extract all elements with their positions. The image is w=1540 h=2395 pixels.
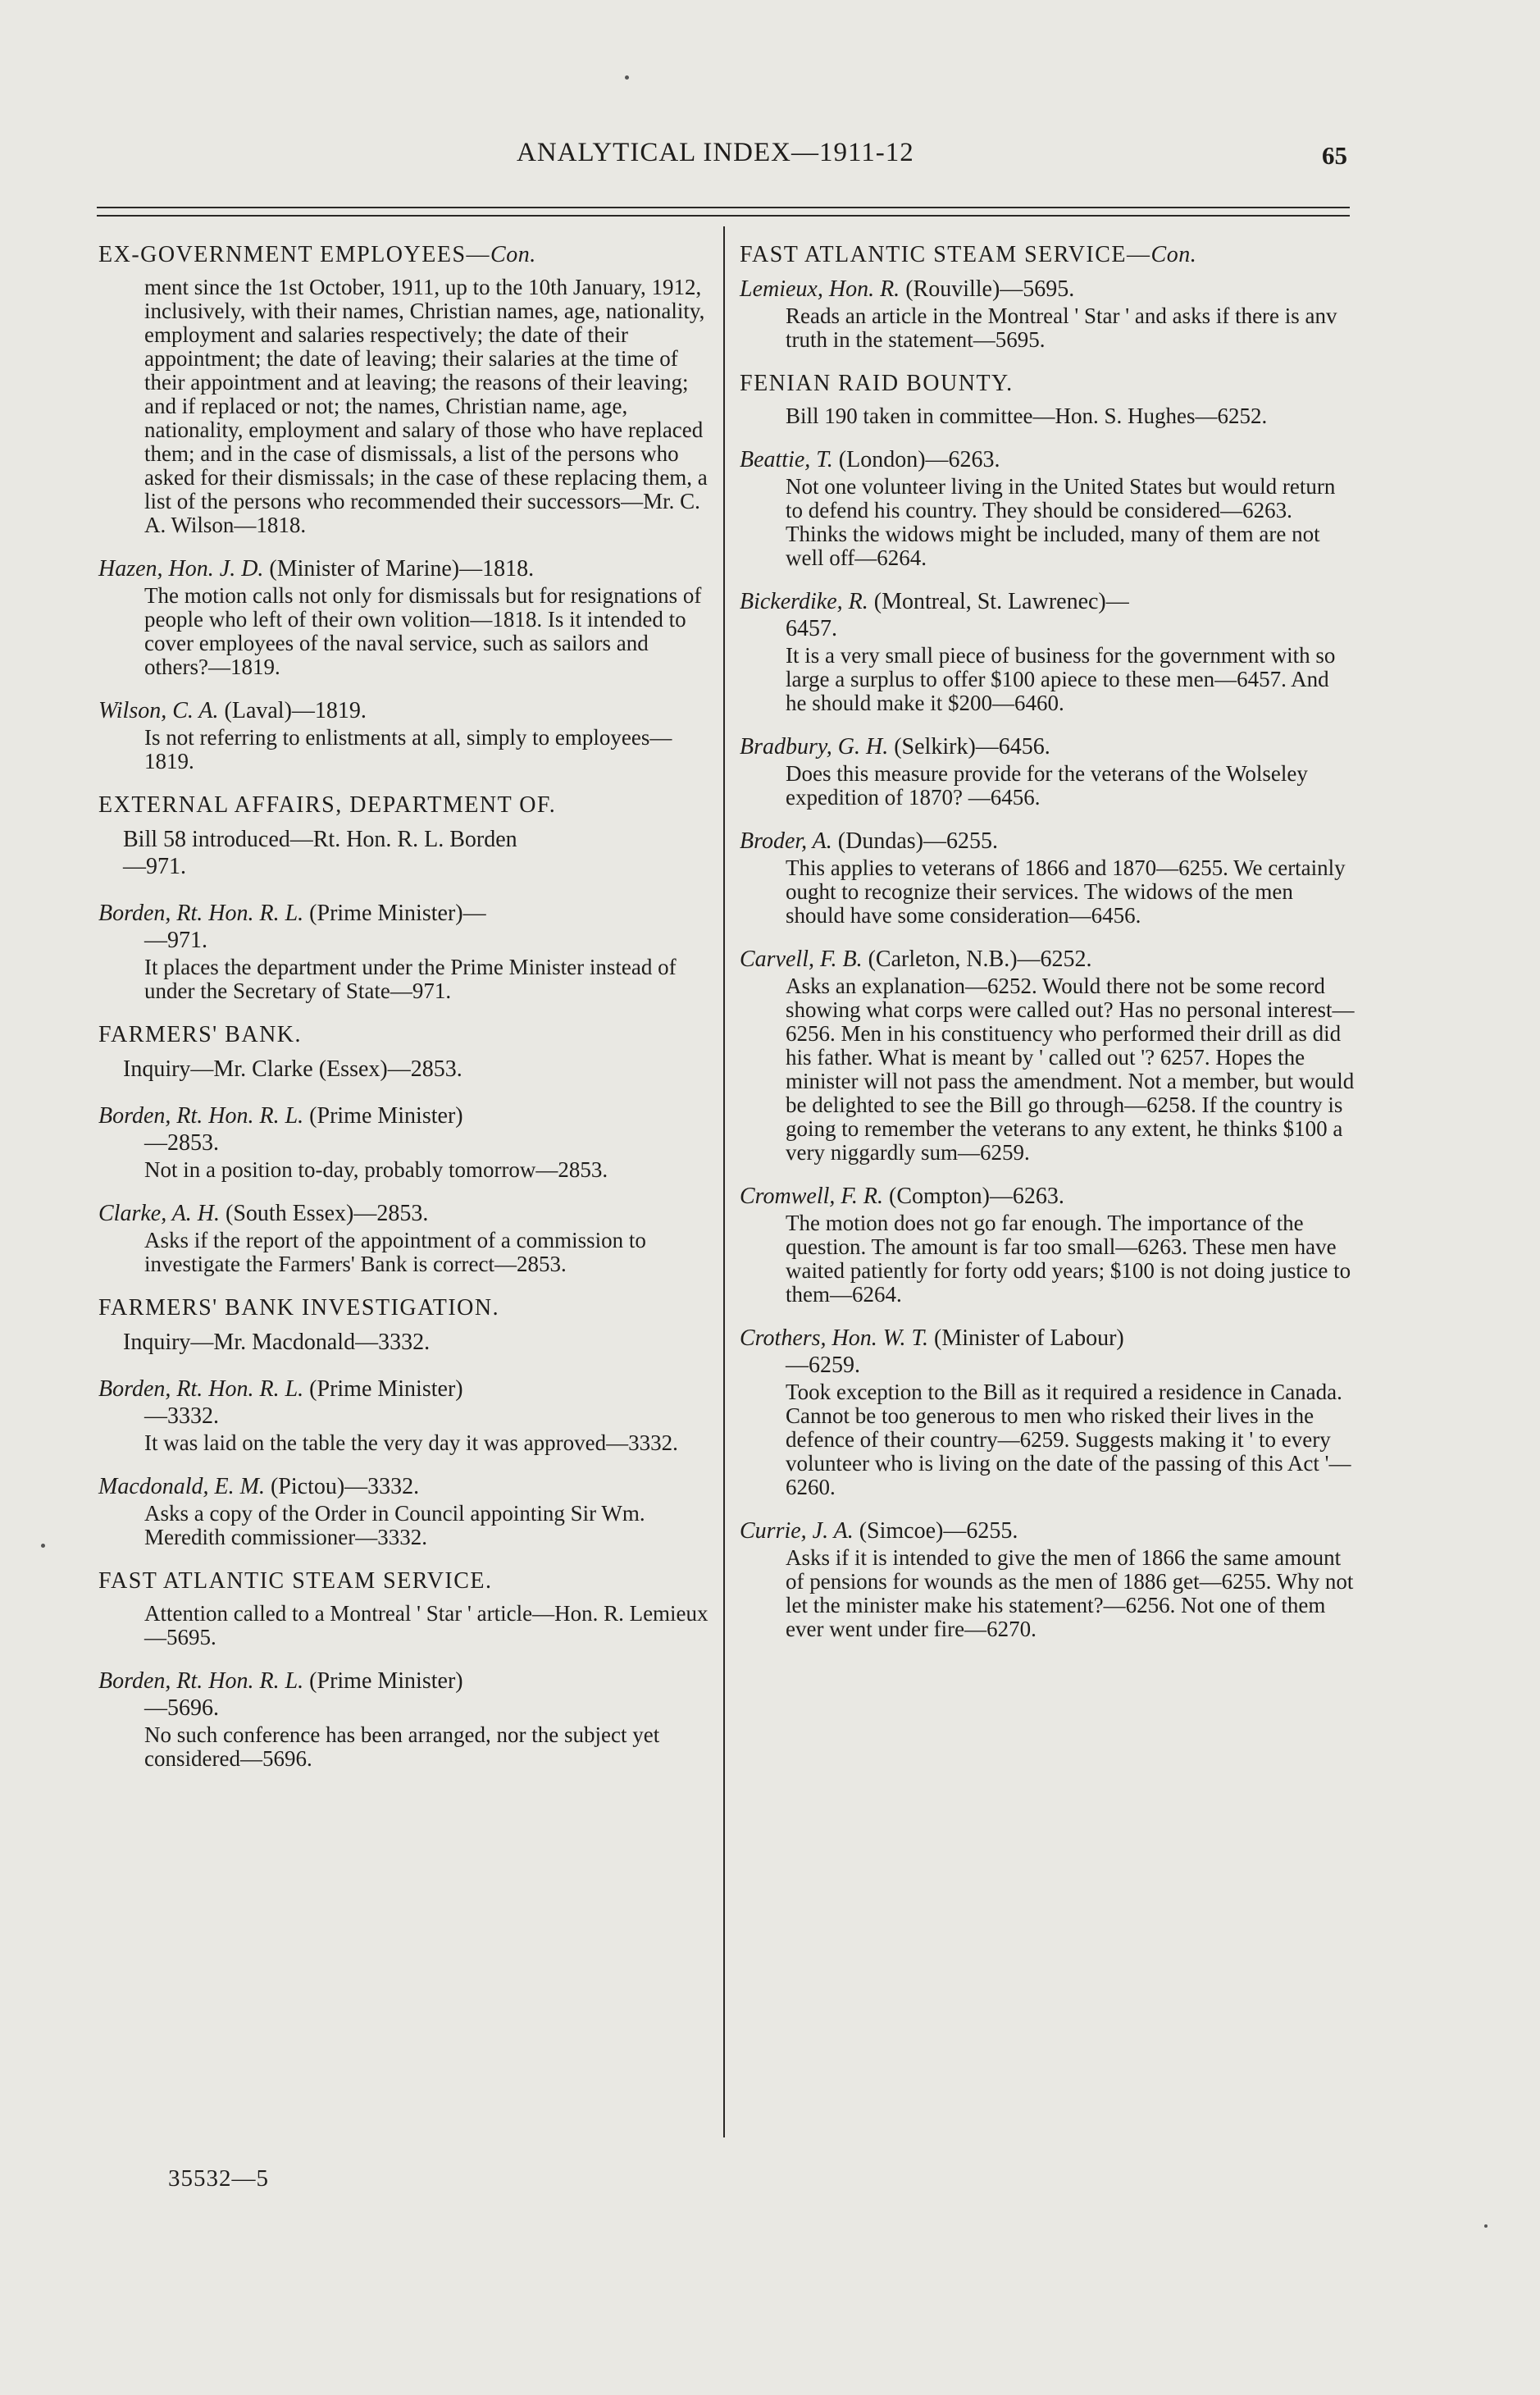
speaker-line: Wilson, C. A. (Laval)—1819. [98,698,367,723]
running-title: ANALYTICAL INDEX—1911-12 [517,138,914,167]
speaker-line: Beattie, T. (London)—6263. [740,447,1000,472]
entry-text: It was laid on the table the very day it was approved—3332. [144,1430,678,1455]
index-heading: FAST ATLANTIC STEAM SERVICE—Con. [740,242,1197,267]
speaker-line: Crothers, Hon. W. T. (Minister of Labour) —6259. [740,1325,1124,1378]
paper-speck [625,75,629,80]
header-rule [97,215,1350,217]
header-rule [97,207,1350,208]
entry-text: This applies to veterans of 1866 and 1870—6255. We certainly ought to recognize their services. The widows of the men should have some consideration—6456. [786,855,1346,928]
entry-text: ment since the 1st October, 1911, up to the 10th January, 1912, inclusively, with their names, Christian names, age, nationality, employment and salaries respectively; the date of their appointment; the date of leaving; their salaries at the time of their appointment and at leaving; the reasons of their leaving; and if replaced or not; the names, Christian name, age, nationality, employment and salary of those who have replaced them; and in the case of dismissals, a list of the persons who asked for their dismissals; in the case of these replacing them, a list of the persons who recommended their successors—Mr. C. A. Wilson—1818. [144,275,708,537]
speaker-line: Lemieux, Hon. R. (Rouville)—5695. [740,276,1075,302]
entry-text: Asks if the report of the appointment of a commission to investigate the Farmers' Bank is correct—2853. [144,1228,646,1276]
entry-text: Took exception to the Bill as it required a residence in Canada. Cannot be too generous to men who risked their lives in the defence of their country—6259. Suggests making it ' to every volunteer who is living on the date of the passing of this Act '—6260. [786,1380,1351,1499]
entry-text: Asks if it is intended to give the men of 1866 the same amount of pensions for wounds as the men of 1886 get—6255. Why not let the minister make his statement?—6256. Not one of them ever went under fire—6270. [786,1545,1354,1641]
inquiry-line: Inquiry—Mr. Clarke (Essex)—2853. [123,1056,462,1082]
entry-text: The motion calls not only for dismissals but for resignations of people who left of their own volition—1818. Is it intended to cover employees of the naval service, such as sailors and others?—1819. [144,583,702,679]
entry-text: It is a very small piece of business for the government with so large a surplus to offer $100 apiece to these men—6457. And he should make it $200—6460. [786,643,1336,715]
speaker-line: Bickerdike, R. (Montreal, St. Lawrenec)— 6457. [740,589,1129,641]
speaker-line: Macdonald, E. M. (Pictou)—3332. [98,1474,420,1499]
entry-text: The motion does not go far enough. The importance of the question. The amount is far too small—6263. These men have waited patiently for forty odd years; $100 is not doing justice to them—6264. [786,1211,1351,1307]
paper-speck [1484,2224,1488,2228]
index-heading: EX-GOVERNMENT EMPLOYEES—Con. [98,242,536,267]
speaker-line: Borden, Rt. Hon. R. L. (Prime Minister) —5696. [98,1668,463,1721]
page-number: 65 [1322,141,1347,170]
speaker-line: Broder, A. (Dundas)—6255. [740,828,998,854]
speaker-line: Borden, Rt. Hon. R. L. (Prime Minister) —2853. [98,1103,463,1156]
entry-text: Asks a copy of the Order in Council appointing Sir Wm. Meredith commissioner—3332. [144,1501,645,1549]
speaker-line: Hazen, Hon. J. D. (Minister of Marine)—1818. [98,556,535,582]
inquiry-line: Inquiry—Mr. Macdonald—3332. [123,1330,431,1355]
print-code: 35532—5 [168,2165,269,2192]
left-column [98,241,713,1789]
speaker-line: Borden, Rt. Hon. R. L. (Prime Minister) —3332. [98,1376,463,1429]
bill-line: Bill 190 taken in committee—Hon. S. Hughes—6252. [786,404,1268,428]
entry-text: Is not referring to enlistments at all, simply to employees—1819. [144,725,672,773]
entry-text: No such conference has been arranged, nor the subject yet considered—5696. [144,1722,660,1771]
entry-text: Not one volunteer living in the United States but would return to defend his country. They should be considered—6263. Thinks the widows might be included, many of them are not well off—6264. [786,474,1336,570]
index-heading: EXTERNAL AFFAIRS, DEPARTMENT OF. [98,792,557,818]
index-heading: FAST ATLANTIC STEAM SERVICE. [98,1568,493,1594]
speaker-line: Cromwell, F. R. (Compton)—6263. [740,1184,1064,1209]
entry-text: Attention called to a Montreal ' Star ' article—Hon. R. Lemieux—5695. [144,1601,708,1649]
right-column [740,241,1355,1659]
index-heading: FENIAN RAID BOUNTY. [740,371,1014,396]
entry-text: Reads an article in the Montreal ' Star ' and asks if there is anv truth in the statement—5695. [786,303,1337,352]
bill-line: Bill 58 introduced—Rt. Hon. R. L. Borden —971. [123,827,517,879]
column-divider [723,226,725,2137]
speaker-line: Borden, Rt. Hon. R. L. (Prime Minister)— —971. [98,901,486,953]
speaker-line: Currie, J. A. (Simcoe)—6255. [740,1518,1018,1544]
speaker-line: Bradbury, G. H. (Selkirk)—6456. [740,734,1050,760]
paper-speck [41,1544,45,1548]
entry-text: It places the department under the Prime Minister instead of under the Secretary of State—971. [144,955,677,1003]
speaker-line: Clarke, A. H. (South Essex)—2853. [98,1201,429,1226]
index-heading: FARMERS' BANK INVESTIGATION. [98,1295,500,1321]
entry-text: Does this measure provide for the veterans of the Wolseley expedition of 1870? —6456. [786,761,1308,810]
entry-text: Not in a position to-day, probably tomorrow—2853. [144,1157,608,1182]
speaker-line: Carvell, F. B. (Carleton, N.B.)—6252. [740,947,1092,972]
entry-text: Asks an explanation—6252. Would there not be some record showing what corps were called out? Has no personal interest—6256. Men in his constituency who performed their drill as did his father. What is meant by ' called out '? 6257. Hopes the minister will not pass the amendment. Not a member, but would be delighted to see the Bill go through—6258. If the country is going to remember the veterans to any extent, he thinks $100 a very niggardly sum—6259. [786,974,1355,1165]
index-heading: FARMERS' BANK. [98,1022,303,1047]
